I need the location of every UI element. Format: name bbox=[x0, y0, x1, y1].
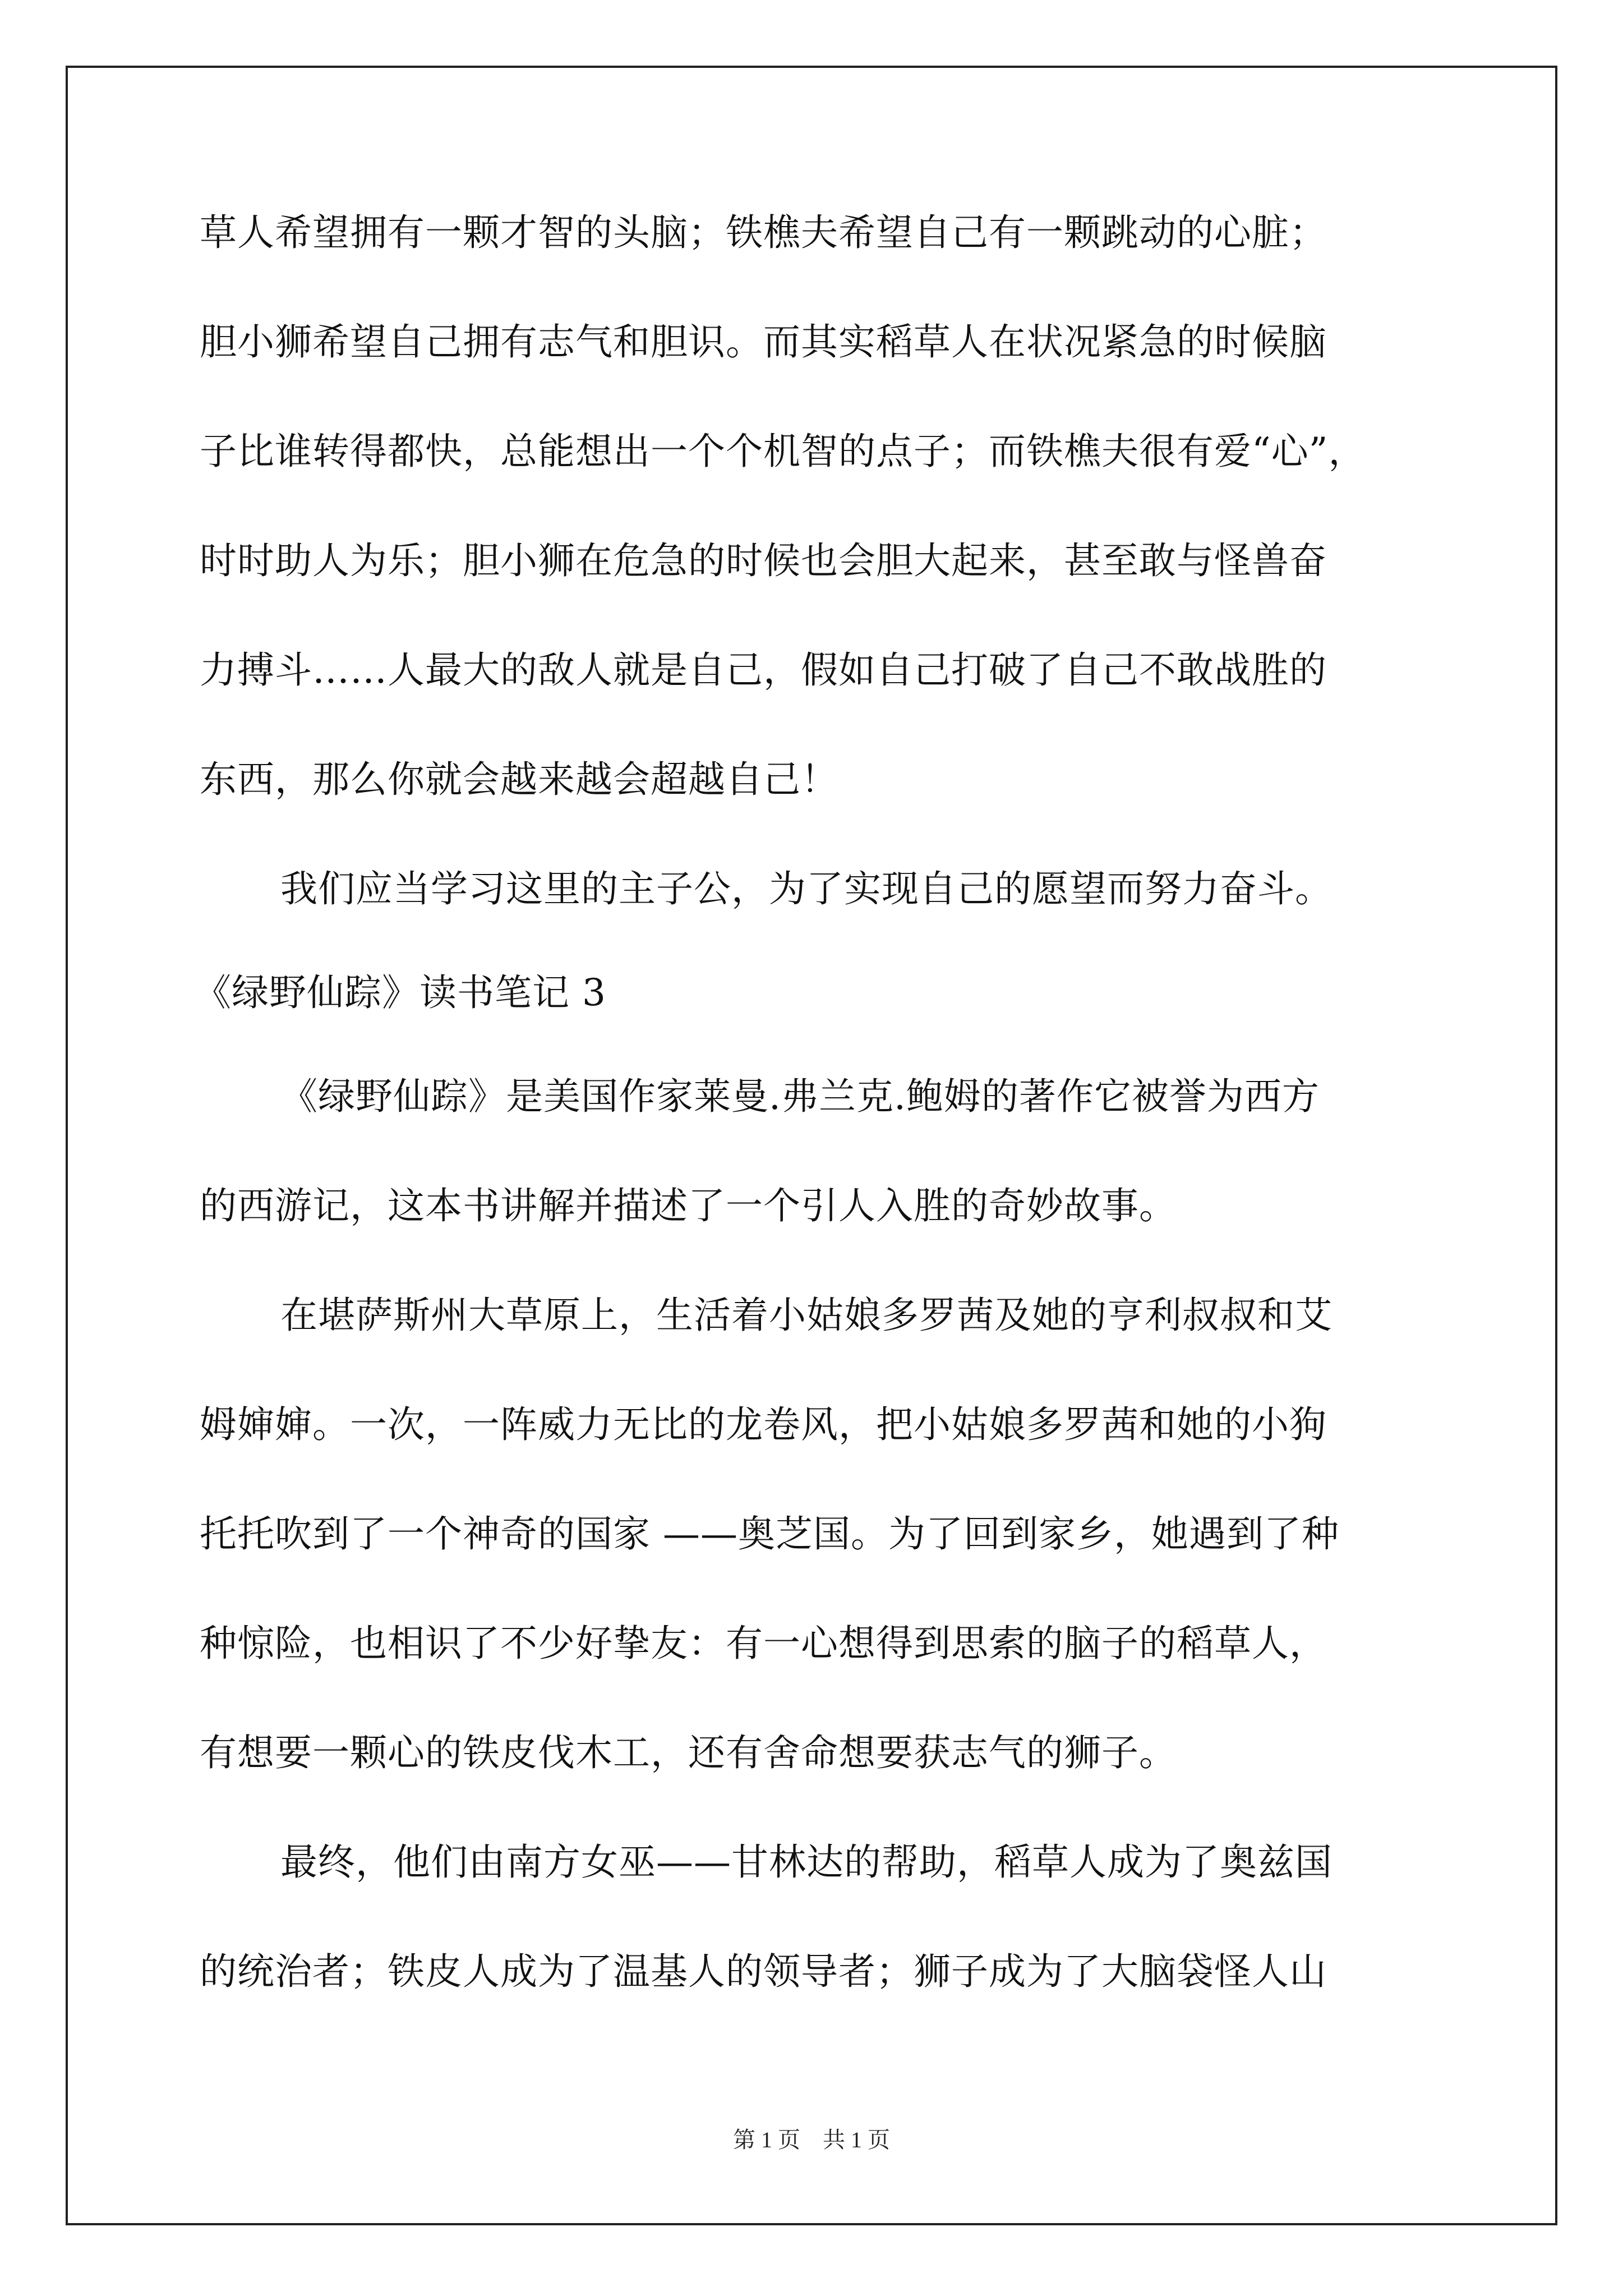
text-line: 东西，那么你就会越来越会超越自己！ bbox=[200, 758, 838, 801]
paragraph-start-line: 在堪萨斯州大草原上，生活着小姑娘多罗茜及她的亨利叔叔和艾 bbox=[280, 1294, 1332, 1337]
paragraph-start-line: 《绿野仙踪》是美国作家莱曼.弗兰克.鲍姆的著作它被誉为西方 bbox=[280, 1075, 1320, 1118]
text-line: 种惊险，也相识了不少好挚友：有一心想得到思索的脑子的稻草人， bbox=[200, 1622, 1327, 1665]
text-line: 托托吹到了一个神奇的国家 ——奥芝国。为了回到家乡，她遇到了种 bbox=[200, 1512, 1339, 1556]
text-line: 草人希望拥有一颗才智的头脑；铁樵夫希望自己有一颗跳动的心脏； bbox=[200, 211, 1327, 254]
text-line: 有想要一颗心的铁皮伐木工，还有舍命想要获志气的狮子。 bbox=[200, 1731, 1177, 1774]
page-border bbox=[66, 66, 1557, 2225]
text-line: 姆婶婶。一次，一阵威力无比的龙卷风，把小姑娘多罗茜和她的小狗 bbox=[200, 1403, 1327, 1446]
paragraph-start-line: 我们应当学习这里的主子公，为了实现自己的愿望而努力奋斗。 bbox=[280, 867, 1332, 910]
text-line: 力搏斗……人最大的敌人就是自己，假如自己打破了自己不敢战胜的 bbox=[200, 648, 1327, 692]
paragraph-start-line: 最终，他们由南方女巫——甘林达的帮助，稻草人成为了奥兹国 bbox=[280, 1841, 1332, 1884]
text-line: 的统治者；铁皮人成为了温基人的领导者；狮子成为了大脑袋怪人山 bbox=[200, 1950, 1327, 1993]
text-line: 时时助人为乐；胆小狮在危急的时候也会胆大起来，甚至敢与怪兽奋 bbox=[200, 539, 1327, 582]
section-heading: 《绿野仙踪》读书笔记 3 bbox=[194, 971, 606, 1014]
page-number-footer: 第 1 页 共 1 页 bbox=[733, 2127, 890, 2152]
text-line: 子比谁转得都快，总能想出一个个机智的点子；而铁樵夫很有爱“心”， bbox=[200, 430, 1366, 473]
text-line: 胆小狮希望自己拥有志气和胆识。而其实稻草人在状况紧急的时候脑 bbox=[200, 320, 1327, 364]
text-line: 的西游记，这本书讲解并描述了一个引人入胜的奇妙故事。 bbox=[200, 1184, 1177, 1227]
